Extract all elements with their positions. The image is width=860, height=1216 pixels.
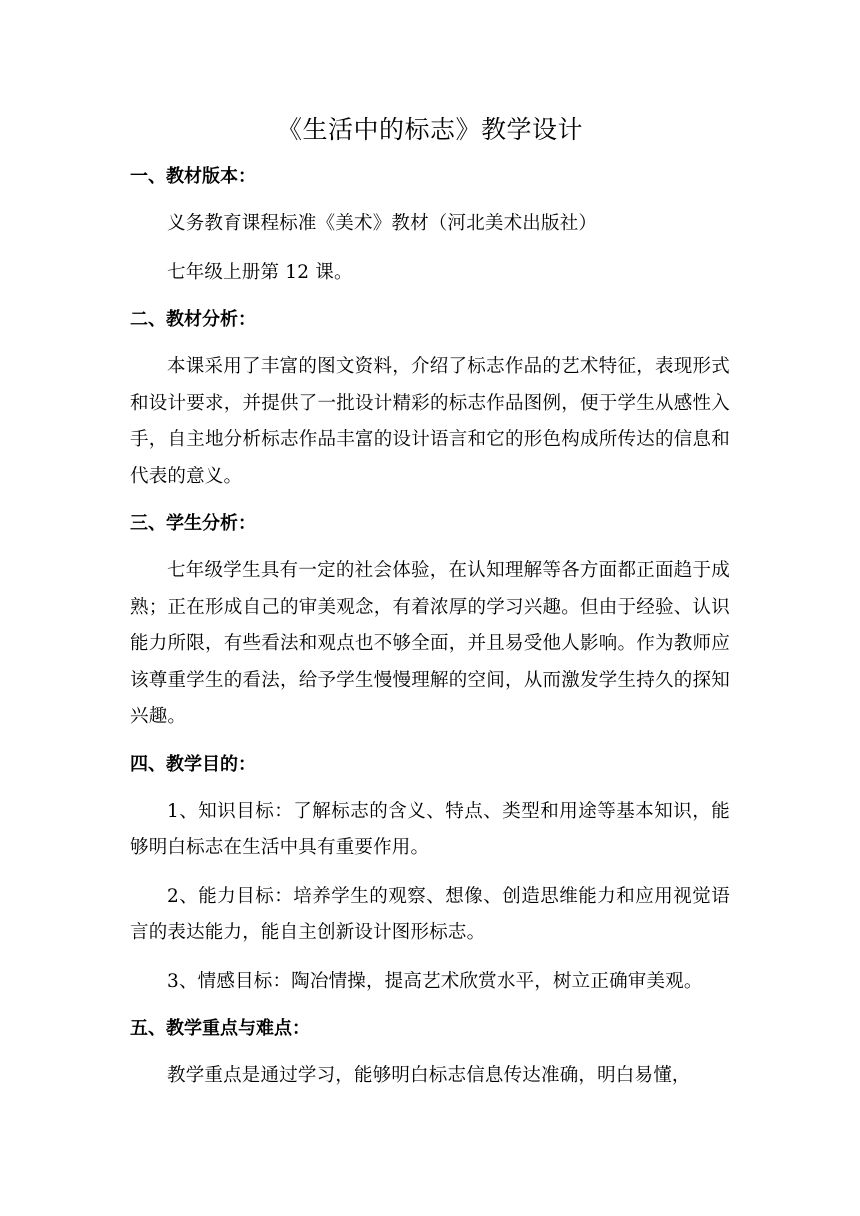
paragraph: 1、知识目标：了解标志的含义、特点、类型和用途等基本知识，能够明白标志在生活中具有重要作用。 (130, 800, 730, 858)
section-heading: 三、学生分析： (130, 513, 256, 534)
document-page (130, 110, 730, 1095)
section-heading: 五、教学重点与难点： (130, 1018, 310, 1039)
paragraph: 义务教育课程标准《美术》教材（河北美术出版社） (167, 213, 598, 234)
paragraph: 2、能力目标：培养学生的观察、想像、创造思维能力和应用视觉语言的表达能力，能自主创新设计图形标志。 (130, 885, 730, 943)
section-textbook-edition (130, 162, 730, 291)
paragraph: 七年级上册第 12 课。 (167, 261, 353, 283)
section-textbook-analysis (130, 305, 730, 495)
paragraph: 七年级学生具有一定的社会体验，在认知理解等各方面都正面趋于成熟；正在形成自己的审美观念，有着浓厚的学习兴趣。但由于经验、认识能力所限，有些看法和观点也不够全面，并且易受他人影响。作为教师应该尊重学生的看法，给予学生慢慢理解的空间，从而激发学生持久的探知兴趣。 (130, 560, 730, 727)
section-key-points (130, 1014, 730, 1095)
section-heading: 一、教材版本： (130, 166, 256, 187)
paragraph: 3、情感目标：陶冶情操，提高艺术欣赏水平，树立正确审美观。 (167, 970, 703, 992)
section-heading: 二、教材分析： (130, 309, 256, 330)
paragraph: 本课采用了丰富的图文资料，介绍了标志作品的艺术特征，表现形式和设计要求，并提供了一批设计精彩的标志作品图例，便于学生从感性入手，自主地分析标志作品丰富的设计语言和它的形色构成所传达的信息和代表的意义。 (130, 356, 730, 487)
section-teaching-objectives (130, 750, 730, 1001)
document-title: 《生活中的标志》教学设计 (276, 115, 583, 144)
section-heading: 四、教学目的： (130, 753, 256, 775)
paragraph: 教学重点是通过学习，能够明白标志信息传达准确，明白易懂， (167, 1065, 691, 1086)
section-student-analysis (130, 509, 730, 736)
